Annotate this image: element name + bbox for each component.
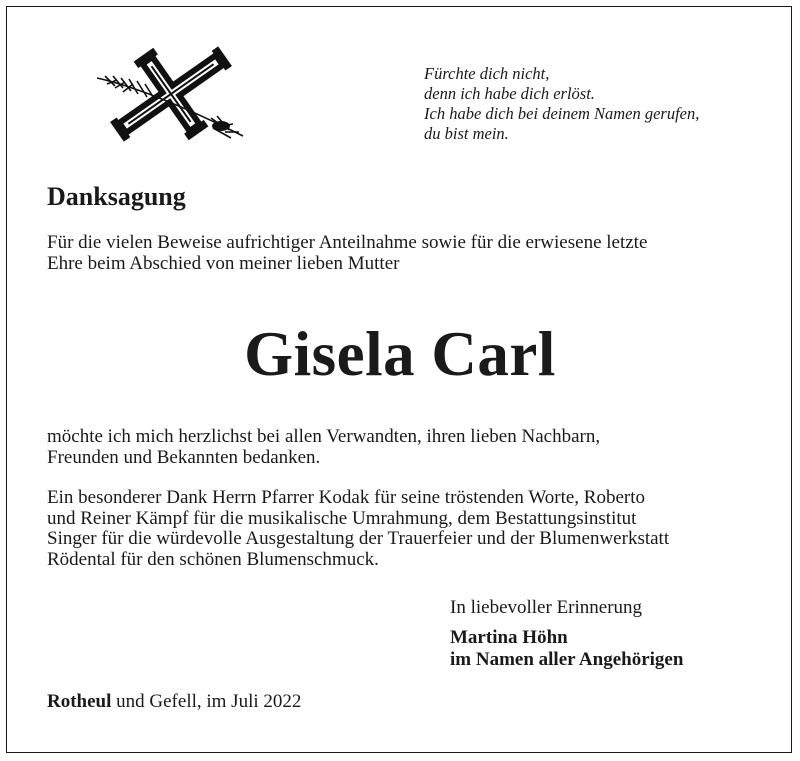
signer-block <box>450 627 683 671</box>
deceased-name: Gisela Carl <box>244 319 556 389</box>
text-line: und Reiner Kämpf für die musikalische Umrahmung, dem Bestattungsinstitut <box>47 507 637 529</box>
place-bold: Rotheul <box>47 691 112 712</box>
text-line: Für die vielen Beweise aufrichtiger Anteilnahme sowie für die erwiesene letzte <box>47 232 648 253</box>
signer-on-behalf: im Namen aller Angehörigen <box>450 649 684 670</box>
signer-name: Martina Höhn <box>450 627 568 648</box>
thanks-paragraph <box>47 427 767 468</box>
intro-paragraph <box>47 233 767 274</box>
verse-line: du bist mein. <box>424 124 509 143</box>
verse-line: denn ich habe dich erlöst. <box>424 84 595 103</box>
special-thanks-paragraph <box>47 488 767 570</box>
place-date-rest: und Gefell, im Juli 2022 <box>111 691 302 712</box>
text-line: Ein besonderer Dank Herrn Pfarrer Kodak für seine tröstenden Worte, Roberto <box>47 487 645 508</box>
place-date <box>47 691 301 713</box>
notice-heading: Danksagung <box>47 182 186 211</box>
cross-with-palm-frond-icon <box>93 46 249 142</box>
verse-line: Fürchte dich nicht, <box>424 64 550 83</box>
text-line: Ehre beim Abschied von meiner lieben Mutter <box>47 252 400 274</box>
verse-line: Ich habe dich bei deinem Namen gerufen, <box>424 104 700 123</box>
text-line: Rödental für den schönen Blumenschmuck. <box>47 548 379 570</box>
closing-phrase: In liebevoller Erinnerung <box>450 597 643 618</box>
text-line: möchte ich mich herzlichst bei allen Verwandten, ihren lieben Nachbarn, <box>47 426 601 447</box>
text-line: Singer für die würdevolle Ausgestaltung der Trauerfeier und der Blumenwerkstatt <box>47 528 670 549</box>
text-line: Freunden und Bekannten bedanken. <box>47 446 321 468</box>
bible-verse <box>424 64 784 144</box>
